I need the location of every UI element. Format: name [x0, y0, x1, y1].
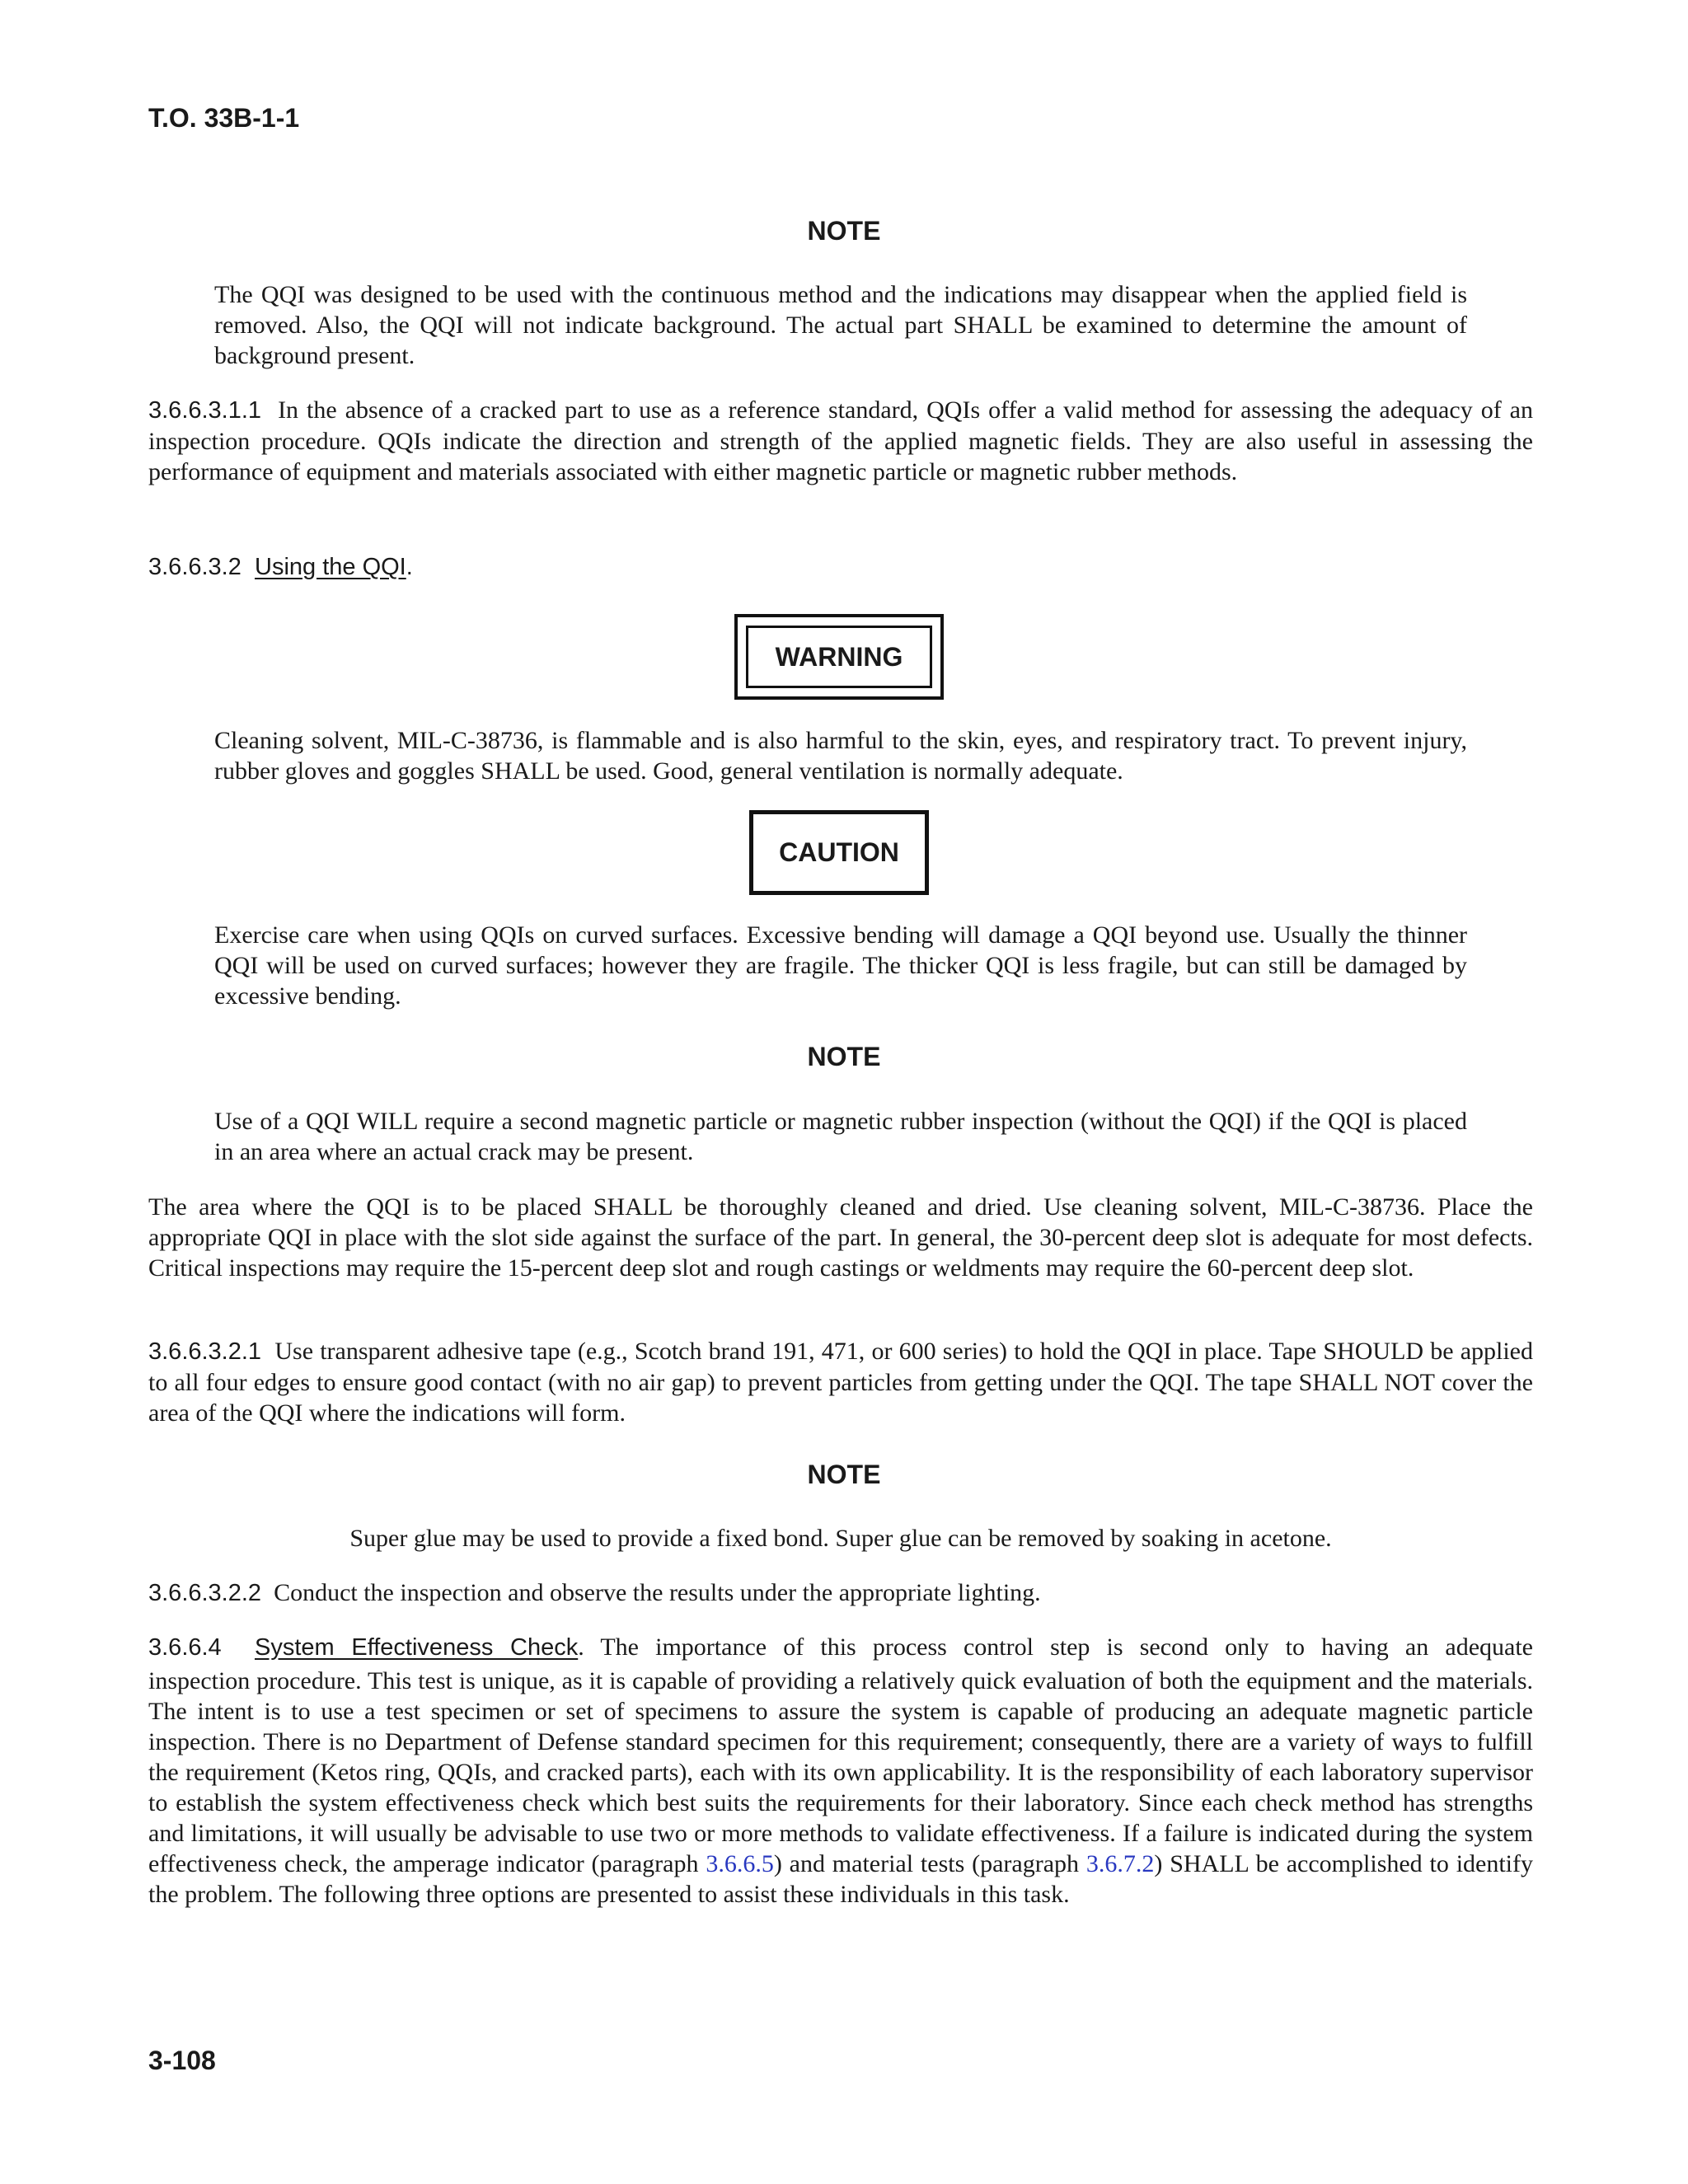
- note-text: The QQI was designed to be used with the continuous method and the indications may disappear when the applied field is removed. Also, the QQI will not indicate background. The actual part SHALL be examined to determine the amount of background present.: [214, 281, 1467, 369]
- warning-label: WARNING: [746, 626, 932, 688]
- paragraph-3-6-6-3-2-1: [148, 1336, 1533, 1428]
- note-text: Super glue may be used to provide a fixed bond. Super glue can be removed by soaking in acetone.: [349, 1525, 1332, 1552]
- paragraph-title: Using the QQI: [255, 554, 406, 580]
- paragraph-trailing: .: [406, 554, 413, 580]
- link-paragraph-3-6-7-2[interactable]: 3.6.7.2: [1085, 1850, 1155, 1877]
- caution-label: CAUTION: [749, 810, 929, 895]
- paragraph-text: inspection procedure. This test is unique, as it is capable of providing a relatively quick evaluation of both the equipment and the materials. The intent is to use a test specimen or set of specimens to assure the system is capable of producing an adequate magnetic particle inspection. There is no Department of Defense standard specimen for this requirement; consequently, there are a variety of ways to fulfill the requirement (Ketos ring, QQIs, and cracked parts), each with its own applicability. It is the responsibility of each laboratory supervisor to establish the system effectiveness check which best suits the requirements for their laboratory. Since each check method has strengths and limitations, it will usually be advisable to use two or more methods to validate effectiveness. If a failure is indicated during the system effectiveness check, the amperage indicator (paragraph: [148, 1667, 1533, 1877]
- paragraph-3-6-6-3-2-2: [148, 1577, 1533, 1609]
- note-title: NOTE: [807, 1042, 881, 1071]
- note-title: NOTE: [807, 216, 881, 246]
- paragraph-text: ) and material tests (paragraph: [773, 1850, 1086, 1877]
- paragraph-number: 3.6.6.3.2.2: [148, 1580, 262, 1606]
- note-text: Use of a QQI WILL require a second magnetic particle or magnetic rubber inspection (without the QQI) if the QQI is placed in an area where an actual crack may be present.: [214, 1108, 1467, 1165]
- paragraph-text: Conduct the inspection and observe the results under the appropriate lighting.: [274, 1579, 1041, 1606]
- caution-text: Exercise care when using QQIs on curved surfaces. Excessive bending will damage a QQI beyond use. Usually the thinner QQI will be used on curved surfaces; however they are fragile. The thicker QQI is less fragile, but can still be damaged by excessive bending.: [214, 921, 1467, 1010]
- paragraph-3-6-6-3-1-1: [148, 395, 1533, 487]
- paragraph-text: Use transparent adhesive tape (e.g., Scotch brand 191, 471, or 600 series) to hold the QQI in place. Tape SHOULD be applied to all four edges to ensure good contact (with no air gap) to prevent particles from getting under the QQI. The tape SHALL NOT cover the area of the QQI where the indications will form.: [148, 1338, 1534, 1427]
- paragraph-number: 3.6.6.3.1.1: [148, 397, 262, 424]
- paragraph-3-6-6-4-first-line: [148, 1632, 1533, 1663]
- paragraph-first-line: . The importance of this process control step is second only to having an adequate: [578, 1633, 1533, 1661]
- paragraph-3-6-6-4-body: [148, 1666, 1533, 1910]
- paragraph-text: In the absence of a cracked part to use as a reference standard, QQIs offer a valid method for assessing the adequacy of an inspection procedure. QQIs indicate the direction and strength of the applied magnetic fields. They are also useful in assessing the performance of equipment and materials associated with either magnetic particle or magnetic rubber methods.: [148, 396, 1533, 485]
- paragraph-text: ) SHALL be accomplished to identify the problem. The following three options are presented to assist these individuals in this task.: [148, 1850, 1534, 1908]
- paragraph-number: 3.6.6.4: [148, 1634, 222, 1661]
- paragraph-number: 3.6.6.3.2.1: [148, 1338, 262, 1365]
- warning-text: Cleaning solvent, MIL-C-38736, is flammable and is also harmful to the skin, eyes, and respiratory tract. To prevent injury, rubber gloves and goggles SHALL be used. Good, general ventilation is normally adequate.: [214, 727, 1467, 785]
- link-paragraph-3-6-6-5[interactable]: 3.6.6.5: [706, 1850, 774, 1877]
- note-title: NOTE: [807, 1460, 881, 1489]
- paragraph-title: System Effectiveness Check: [254, 1634, 579, 1661]
- paragraph-area-preparation: The area where the QQI is to be placed SHALL be thoroughly cleaned and dried. Use cleaning solvent, MIL-C-38736. Place the appropriate QQI in place with the slot side against the surface of the part. In general, the 30-percent deep slot is adequate for most defects. Critical inspections may require the 15-percent deep slot and rough castings or weldments may require the 60-percent deep slot.: [148, 1193, 1533, 1282]
- page-number: 3-108: [148, 2046, 216, 2075]
- paragraph-3-6-6-3-2-heading: [148, 554, 1533, 581]
- warning-box: [734, 614, 944, 700]
- document-id-header: T.O. 33B-1-1: [148, 103, 300, 133]
- paragraph-number: 3.6.6.3.2: [148, 554, 241, 580]
